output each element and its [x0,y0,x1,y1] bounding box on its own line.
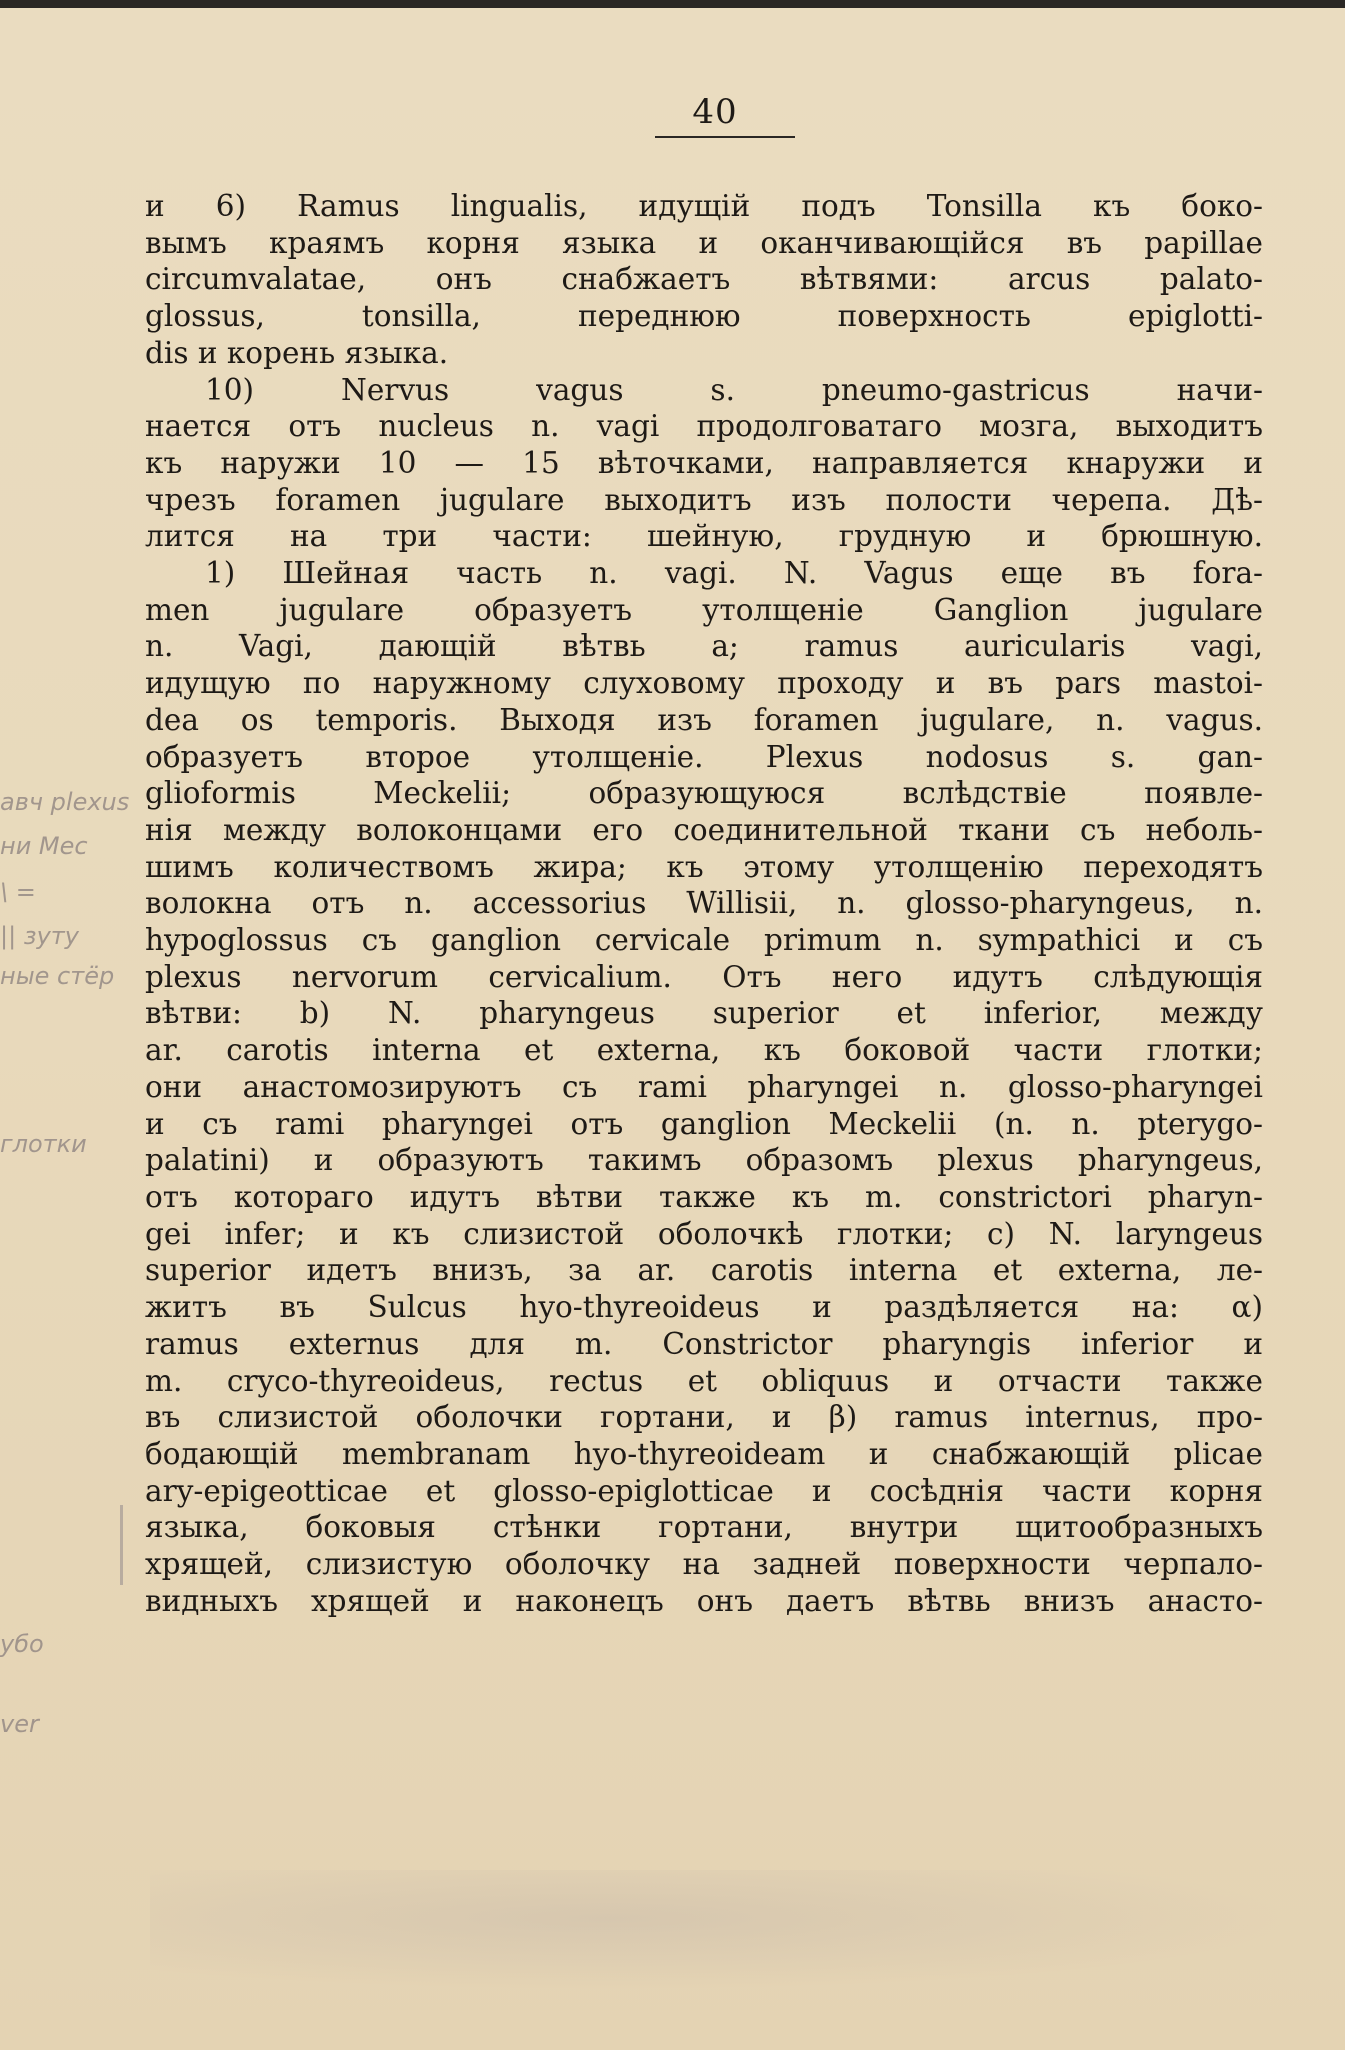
page-smudge [150,1870,1300,1990]
margin-note: авч plexus [0,788,130,816]
text-line: superior идетъ внизъ, за ar. carotis interna et externa, ле- [145,1253,1263,1288]
text-line: чрезъ foramen jugulare выходитъ изъ полости черепа. Дѣ- [145,482,1263,517]
text-line: circumvalatae, онъ снабжаетъ вѣтвями: arcus palato- [145,262,1263,297]
text-line: palatini) и образуютъ такимъ образомъ plexus pharyngeus, [145,1143,1263,1178]
margin-note: ver [0,1710,39,1738]
margin-note: || зуту [0,922,79,950]
text-line: n. Vagi, дающій вѣтвь a; ramus auricularis vagi, [145,629,1263,664]
text-line: хрящей, слизистую оболочку на задней поверхности черпало- [145,1547,1263,1582]
text-line: нается отъ nucleus n. vagi продолговатаго мозга, выходитъ [145,409,1263,444]
page-number: 40 [692,92,738,132]
text-line: лится на три части: шейную, грудную и брюшную. [145,519,1263,554]
margin-note: ни Mec [0,832,88,860]
text-line: бодающій membranam hyo-thyreoideam и снабжающій plicae [145,1436,1263,1471]
margin-note: ные стёр [0,962,115,990]
margin-note: убо [0,1630,44,1658]
text-line: житъ въ Sulcus hyo-thyreoideus и раздѣляется на: α) [145,1290,1263,1325]
text-line: нія между волоконцами его соединительной ткани съ неболь- [145,812,1263,847]
text-line: men jugulare образуетъ утолщеніе Ganglion jugulare [145,592,1263,627]
text-line: plexus nervorum cervicalium. Отъ него идутъ слѣдующія [145,959,1263,994]
text-line: къ наружи 10 — 15 вѣточками, направляется кнаружи и [145,445,1263,480]
body-text [145,188,1263,1619]
text-line: glioformis Meckelii; образующуюся вслѣдствіе появле- [145,776,1263,811]
text-line: hypoglossus съ ganglion cervicale primum n. sympathici и съ [145,923,1263,958]
text-line: dis и корень языка. [145,335,449,370]
text-line: ramus externus для m. Constrictor pharyngis inferior и [145,1326,1263,1361]
text-line: волокна отъ n. accessorius Willisii, n. glosso-pharyngeus, n. [145,886,1263,921]
text-line: 10) Nervus vagus s. pneumo-gastricus начи- [205,372,1263,407]
text-line: ar. carotis interna et externa, къ боковой части глотки; [145,1033,1263,1068]
text-line: dea os temporis. Выходя изъ foramen jugulare, n. vagus. [145,702,1263,737]
margin-bracket-mark [120,1505,123,1585]
text-line: и съ rami pharyngei отъ ganglion Meckelii (n. n. pterygo- [145,1106,1263,1141]
page-number-underline [655,136,795,138]
text-line: образуетъ второе утолщеніе. Plexus nodosus s. gan- [145,739,1263,774]
text-line: видныхъ хрящей и наконецъ онъ даетъ вѣтвь внизъ анасто- [145,1583,1263,1618]
text-line: 1) Шейная часть n. vagi. N. Vagus еще въ fora- [205,556,1263,591]
text-line: шимъ количествомъ жира; къ этому утолщенію переходятъ [145,849,1263,884]
text-line: ary-epigeotticae et glosso-epiglotticae и сосѣднія части корня [145,1473,1263,1508]
text-line: въ слизистой оболочки гортани, и β) ramus internus, про- [145,1400,1263,1435]
top-edge-rule [0,0,1345,8]
text-line: идущую по наружному слуховому проходу и въ pars mastoi- [145,666,1263,701]
text-line: они анастомозируютъ съ rami pharyngei n. glosso-pharyngei [145,1069,1263,1104]
text-line: и 6) Ramus lingualis, идущій подъ Tonsilla къ боко- [145,189,1263,223]
margin-note: \ = [0,878,36,906]
text-line: языка, боковыя стѣнки гортани, внутри щитообразныхъ [145,1510,1263,1545]
text-line: отъ котораго идутъ вѣтви также къ m. constrictori pharyn- [145,1179,1263,1214]
text-line: gei infer; и къ слизистой оболочкѣ глотки; c) N. laryngeus [145,1216,1263,1251]
margin-note: глотки [0,1130,87,1158]
text-line: вымъ краямъ корня языка и оканчивающійся въ papillae [145,225,1263,260]
text-line: вѣтви: b) N. pharyngeus superior et inferior, между [145,996,1263,1031]
text-line: glossus, tonsilla, переднюю поверхность epiglotti- [145,299,1263,334]
text-line: m. cryco-thyreoideus, rectus et obliquus и отчасти также [145,1363,1263,1398]
